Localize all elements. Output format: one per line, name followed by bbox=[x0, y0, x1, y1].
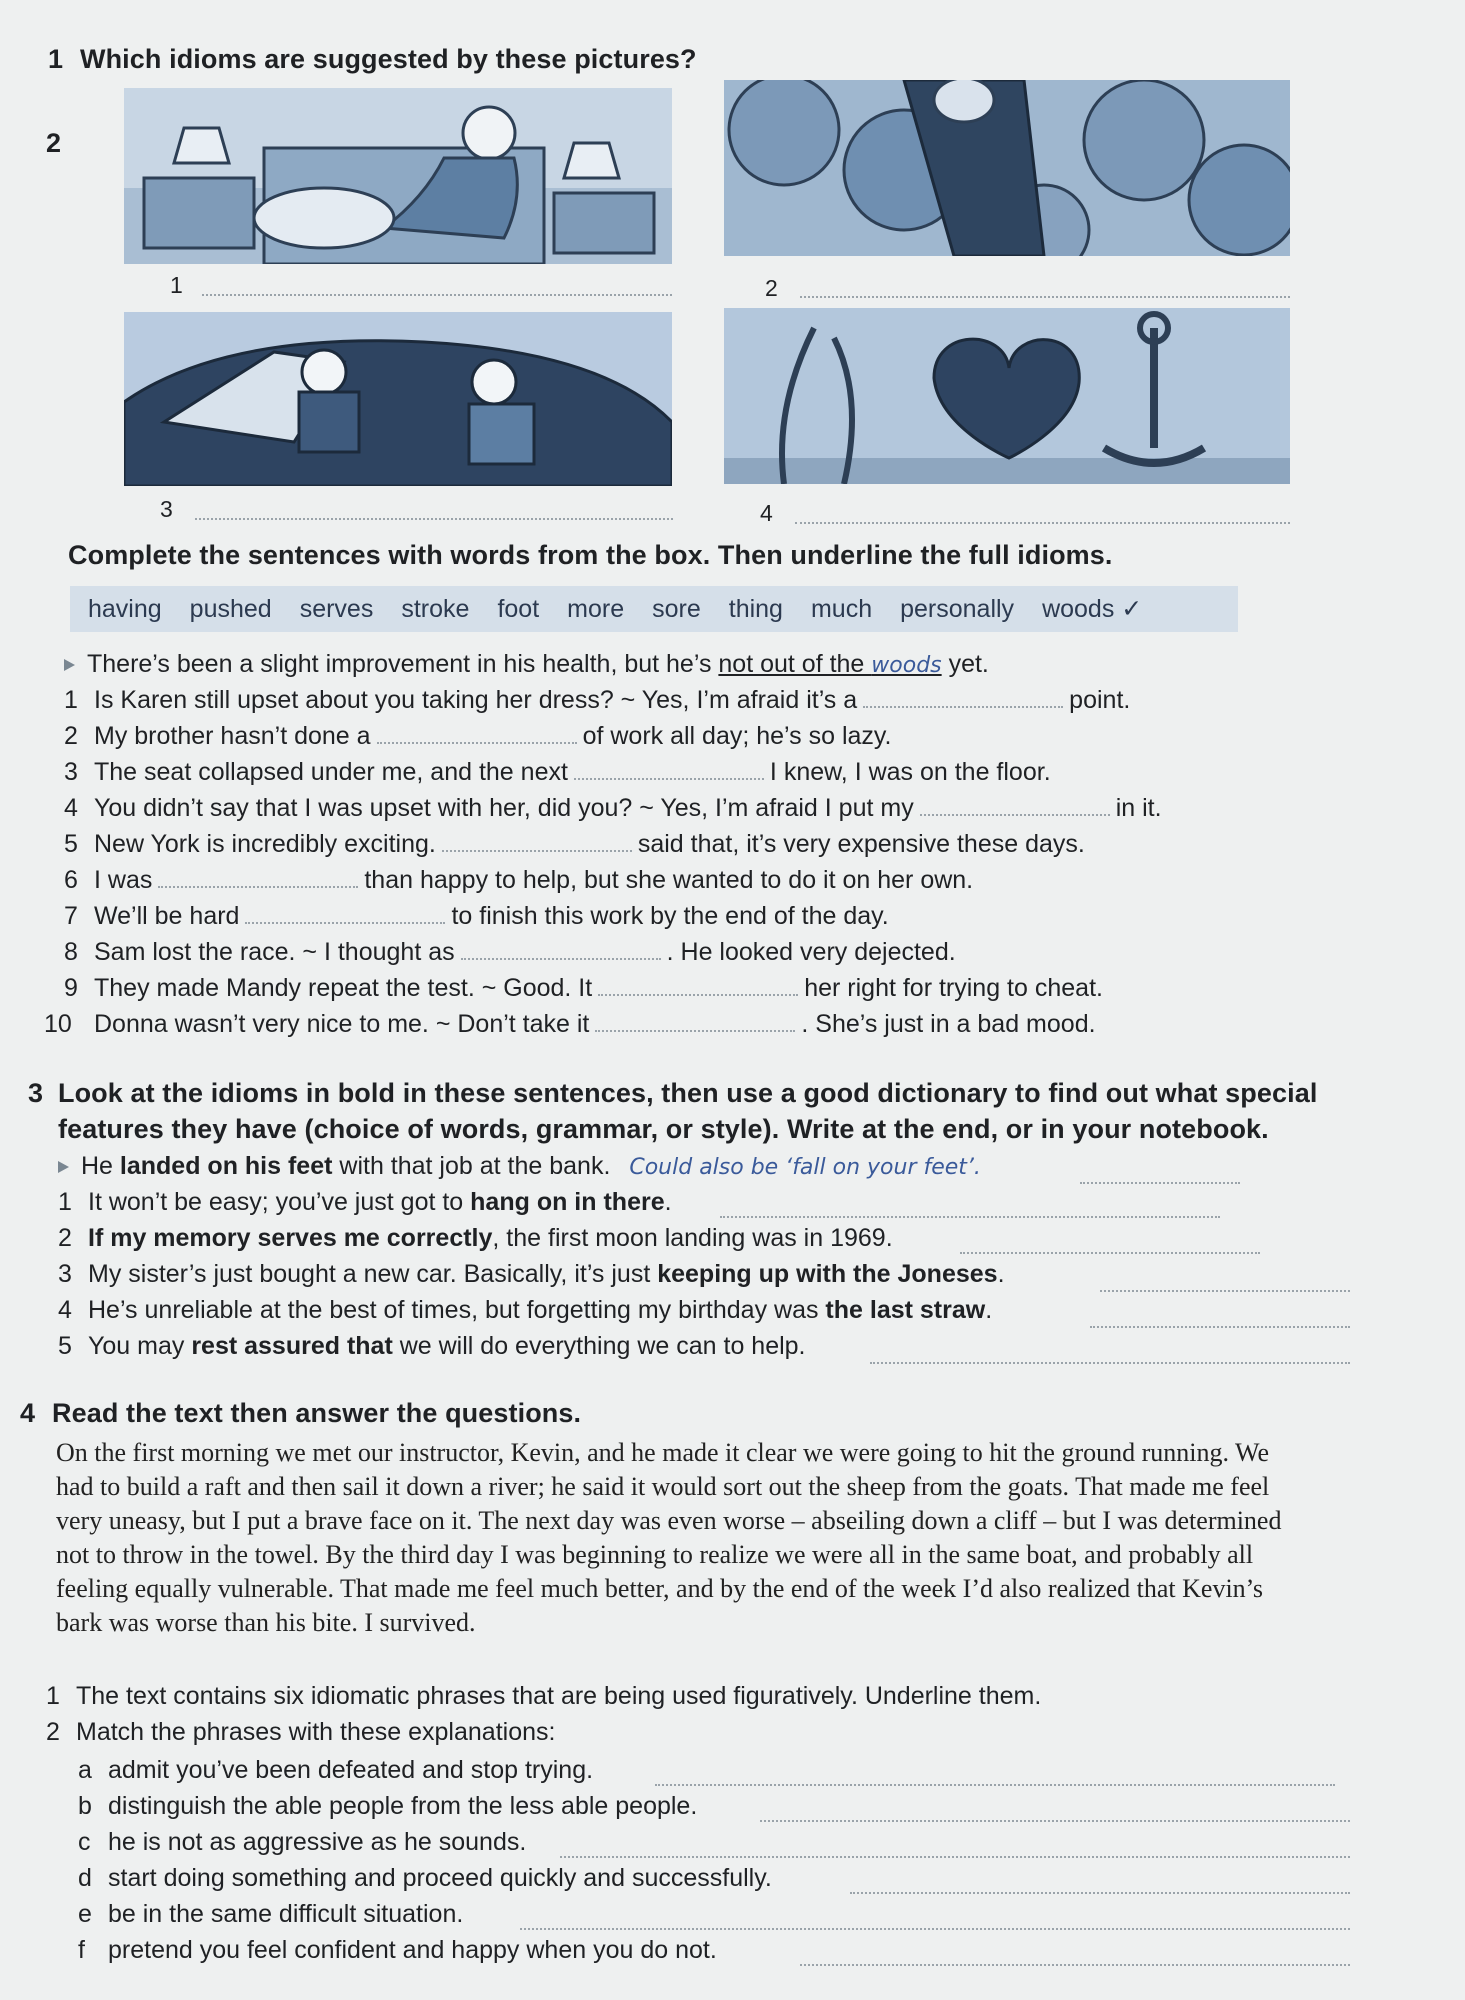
explanation-item: b distinguish the able people from the less able people. bbox=[78, 1792, 698, 1820]
answer-line[interactable] bbox=[800, 1964, 1350, 1966]
explanation-item: d start doing something and proceed quickly and successfully. bbox=[78, 1864, 772, 1892]
fill-blank[interactable] bbox=[461, 940, 661, 960]
exercise-2-number: 2 bbox=[46, 128, 62, 158]
answer-line[interactable] bbox=[655, 1784, 1335, 1786]
explanation-item: a admit you’ve been defeated and stop trying. bbox=[78, 1756, 594, 1784]
answer-line[interactable] bbox=[560, 1856, 1350, 1858]
sentence-item: 7 We’ll be hard to finish this work by the end of the day. bbox=[64, 902, 889, 930]
word-box-item: foot bbox=[497, 594, 540, 623]
exercise-3-number: 3 bbox=[28, 1078, 44, 1108]
answer-line[interactable] bbox=[760, 1820, 1350, 1822]
word-box-item: thing bbox=[728, 594, 783, 623]
picture-1-label: 1 bbox=[170, 272, 183, 298]
word-box-item: much bbox=[810, 594, 873, 623]
word-box-item: serves bbox=[299, 594, 374, 623]
answer-line-2[interactable] bbox=[800, 296, 1290, 298]
answer-line[interactable] bbox=[1100, 1290, 1350, 1292]
sentence-item: 9 They made Mandy repeat the test. ~ Good. It her right for trying to cheat. bbox=[64, 974, 1103, 1002]
bullet-icon bbox=[58, 1161, 69, 1173]
fill-blank[interactable] bbox=[574, 760, 764, 780]
ex4-question-1: 1 The text contains six idiomatic phrases that are being used figuratively. Underline them. bbox=[46, 1682, 1042, 1710]
exercise-2-heading: Complete the sentences with words from the box. Then underline the full idioms. bbox=[68, 540, 1113, 570]
sentence-item: 1 Is Karen still upset about you taking her dress? ~ Yes, I’m afraid it’s a point. bbox=[64, 686, 1131, 714]
ex3-item: 3 My sister’s just bought a new car. Basically, it’s just keeping up with the Joneses. bbox=[58, 1260, 1005, 1288]
exercise-3-heading-line-2: features they have (choice of words, grammar, or style). Write at the end, or in your notebook. bbox=[58, 1114, 1269, 1144]
fill-blank[interactable] bbox=[377, 724, 577, 744]
answer-line[interactable] bbox=[870, 1362, 1350, 1364]
answer-line-1[interactable] bbox=[202, 294, 672, 296]
reading-text bbox=[56, 1436, 1356, 1640]
word-box-item: stroke bbox=[401, 594, 470, 623]
ex3-example: He landed on his feet with that job at the bank. Could also be ‘fall on your feet’. bbox=[58, 1152, 981, 1181]
fill-blank[interactable] bbox=[598, 976, 798, 996]
word-box-item: pushed bbox=[189, 594, 272, 623]
ex3-item: 1 It won’t be easy; you’ve just got to hang on in there. bbox=[58, 1188, 672, 1216]
explanation-item: c he is not as aggressive as he sounds. bbox=[78, 1828, 527, 1856]
sentence-item: 6 I was than happy to help, but she wanted to do it on her own. bbox=[64, 866, 974, 894]
reading-text-line: bark was worse than his bite. I survived. bbox=[56, 1608, 476, 1637]
reading-text-line: had to build a raft and then sail it down a river; he said it would sort out the sheep from the goats. That made me feel bbox=[56, 1472, 1270, 1501]
example-answer: woods bbox=[871, 653, 942, 678]
fill-blank[interactable] bbox=[245, 904, 445, 924]
answer-line[interactable] bbox=[720, 1216, 1220, 1218]
answer-line-4[interactable] bbox=[795, 522, 1290, 524]
exercise-1-heading: Which idioms are suggested by these pictures? bbox=[80, 44, 697, 74]
answer-line[interactable] bbox=[1080, 1182, 1240, 1184]
picture-4-label: 4 bbox=[760, 500, 773, 526]
picture-4-heart-underwater bbox=[724, 308, 1290, 484]
reading-text-line: On the first morning we met our instructor, Kevin, and he made it clear we were going to hit the ground running. We bbox=[56, 1438, 1270, 1467]
answer-line[interactable] bbox=[520, 1928, 1350, 1930]
answer-line[interactable] bbox=[960, 1252, 1260, 1254]
sentence-item: 10 Donna wasn’t very nice to me. ~ Don’t take it . She’s just in a bad mood. bbox=[44, 1010, 1096, 1038]
picture-2-man-in-woods bbox=[724, 80, 1290, 256]
fill-blank[interactable] bbox=[595, 1012, 795, 1032]
picture-3-label: 3 bbox=[160, 496, 173, 522]
sentence-item: 5 New York is incredibly exciting. said that, it’s very expensive these days. bbox=[64, 830, 1085, 858]
sentence-item: 8 Sam lost the race. ~ I thought as . He looked very dejected. bbox=[64, 938, 956, 966]
exercise-4-number: 4 bbox=[20, 1398, 36, 1428]
picture-1-angry-man-bed bbox=[124, 88, 672, 264]
ex3-item: 5 You may rest assured that we will do everything we can to help. bbox=[58, 1332, 806, 1360]
word-box-item: more bbox=[567, 594, 625, 623]
reading-text-line: very uneasy, but I put a brave face on it. The next day was even worse – abseiling down a cliff – but I was determined bbox=[56, 1506, 1282, 1535]
exercise-1-number: 1 bbox=[48, 44, 64, 74]
sentence-item: 3 The seat collapsed under me, and the next I knew, I was on the floor. bbox=[64, 758, 1051, 786]
word-box-item: woods ✓ bbox=[1042, 595, 1143, 623]
fill-blank[interactable] bbox=[920, 796, 1110, 816]
picture-2-label: 2 bbox=[765, 275, 778, 301]
ex4-question-2: 2 Match the phrases with these explanations: bbox=[46, 1718, 556, 1746]
fill-blank[interactable] bbox=[158, 868, 358, 888]
word-box-item: sore bbox=[652, 594, 701, 623]
fill-blank[interactable] bbox=[863, 688, 1063, 708]
explanation-item: e be in the same difficult situation. bbox=[78, 1900, 464, 1928]
answer-line-3[interactable] bbox=[195, 518, 673, 520]
answer-line[interactable] bbox=[1090, 1326, 1350, 1328]
ex3-item: 2 If my memory serves me correctly, the first moon landing was in 1969. bbox=[58, 1224, 893, 1252]
fill-blank[interactable] bbox=[442, 832, 632, 852]
word-box-item: personally bbox=[900, 594, 1015, 623]
exercise-3-heading-line-1: Look at the idioms in bold in these sentences, then use a good dictionary to find out what special bbox=[58, 1078, 1318, 1108]
sentence-item: 2 My brother hasn’t done a of work all day; he’s so lazy. bbox=[64, 722, 892, 750]
reading-text-line: feeling equally vulnerable. That made me feel much better, and by the end of the week I’d also realized that Kevin’s bbox=[56, 1574, 1264, 1603]
ex3-item: 4 He’s unreliable at the best of times, but forgetting my birthday was the last straw. bbox=[58, 1296, 993, 1324]
example-idiom: not out of the woods bbox=[718, 650, 942, 678]
ex3-example-answer: Could also be ‘fall on your feet’. bbox=[629, 1155, 981, 1180]
bullet-icon bbox=[64, 659, 75, 671]
word-box bbox=[70, 586, 1238, 632]
picture-3-car-passengers bbox=[124, 312, 672, 486]
reading-text-line: not to throw in the towel. By the third day I was beginning to realize we were all in the same boat, and probably all bbox=[56, 1540, 1254, 1569]
sentence-item: 4 You didn’t say that I was upset with her, did you? ~ Yes, I’m afraid I put my in it. bbox=[64, 794, 1162, 822]
exercise-4-heading: Read the text then answer the questions. bbox=[52, 1398, 582, 1428]
answer-line[interactable] bbox=[850, 1892, 1350, 1894]
example-sentence: There’s been a slight improvement in his health, but he’s not out of the woods yet. bbox=[64, 650, 989, 679]
word-box-item: having bbox=[88, 594, 162, 623]
explanation-item: f pretend you feel confident and happy when you do not. bbox=[78, 1936, 717, 1964]
